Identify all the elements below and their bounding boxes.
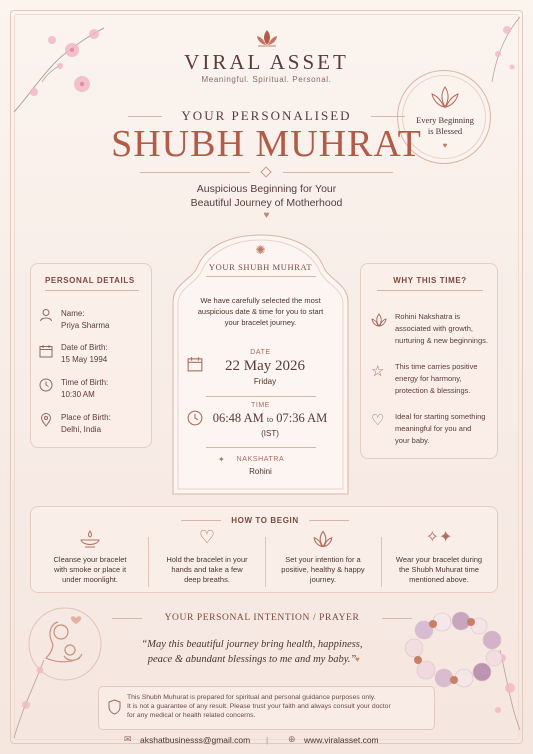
time-range bbox=[190, 411, 350, 426]
pob-value: Delhi, India bbox=[61, 425, 102, 434]
lotus-icon bbox=[311, 529, 335, 549]
how-title: HOW TO BEGIN bbox=[231, 516, 299, 525]
disclaimer-text: This Shubh Muhurat is prepared for spiritual and personal guidance purposes only. It is not a guarantee of any result. Please trust your faith and always consult your doctor for any medical or health related concerns. bbox=[127, 694, 391, 719]
pob-label: Place of Birth: bbox=[61, 413, 111, 422]
lotus-logo-icon bbox=[254, 28, 280, 48]
footer-website[interactable]: www.viralasset.com bbox=[304, 735, 379, 745]
time-label: TIME bbox=[250, 402, 271, 409]
why-item-1: Rohini Nakshatra is associated with growth, nurturing & new beginnings. bbox=[395, 312, 488, 345]
location-pin-icon bbox=[39, 413, 53, 427]
heart-icon: ♥ bbox=[263, 210, 270, 221]
brand-name: VIRAL ASSET bbox=[184, 50, 349, 74]
nakshatra-label: NAKSHATRA bbox=[236, 456, 285, 463]
heart-outline-icon: ♡ bbox=[198, 527, 216, 547]
mother-baby-illustration bbox=[24, 604, 106, 684]
page-title: SHUBH MUHRAT bbox=[111, 123, 422, 165]
sparkles-icon: ✧✦ bbox=[425, 529, 453, 546]
globe-icon: ⊕ bbox=[288, 734, 296, 744]
tob-value: 10:30 AM bbox=[61, 390, 95, 399]
how-step-3: Set your intention for a positive, healthy & happy journey. bbox=[281, 555, 365, 584]
shield-icon bbox=[108, 699, 121, 715]
star-icon: ✦ bbox=[218, 455, 225, 464]
nakshatra-value: Rohini bbox=[249, 467, 272, 476]
personal-details-card bbox=[30, 263, 152, 448]
name-value: Priya Sharma bbox=[61, 321, 110, 330]
disclaimer-box bbox=[98, 686, 435, 730]
user-icon bbox=[39, 308, 53, 322]
why-item-3: Ideal for starting something meaningful for you and your baby. bbox=[395, 412, 486, 445]
badge-line-1: Every Beginning bbox=[416, 115, 474, 125]
subtitle-line-2: Beautiful Journey of Motherhood bbox=[190, 197, 343, 209]
clock-icon bbox=[39, 378, 53, 392]
name-label: Name: bbox=[61, 309, 85, 318]
heart-icon: ♥ bbox=[355, 655, 360, 664]
intention-quote: “May this beautiful journey bring health, happiness, peace & abundant blessings to me and my baby.” bbox=[141, 639, 363, 665]
intention-title: YOUR PERSONAL INTENTION / PRAYER bbox=[164, 613, 360, 623]
muhrat-intro: We have carefully selected the most auspicious date & time for you to start your bracelet journey. bbox=[197, 296, 324, 327]
how-step-4: Wear your bracelet during the Shubh Muhurat time mentioned above. bbox=[395, 555, 483, 584]
why-title: WHY THIS TIME? bbox=[393, 276, 467, 285]
lotus-icon bbox=[371, 312, 387, 328]
badge-line-2: is Blessed bbox=[427, 126, 463, 136]
time-to: to bbox=[266, 415, 274, 424]
how-step-1: Cleanse your bracelet with smoke or place it under moonlight. bbox=[53, 555, 127, 584]
calendar-icon bbox=[39, 344, 53, 358]
email-icon: ✉ bbox=[124, 734, 132, 744]
why-item-2: This time carries positive energy for harmony, protection & blessings. bbox=[395, 362, 478, 395]
day-value: Friday bbox=[253, 377, 277, 386]
brand-tagline: Meaningful. Spiritual. Personal. bbox=[201, 75, 332, 84]
date-value: 22 May 2026 bbox=[225, 358, 305, 374]
muhrat-title: YOUR SHUBH MUHRAT bbox=[208, 262, 313, 272]
how-to-begin-card bbox=[30, 506, 498, 593]
time-end: 07:36 AM bbox=[276, 411, 328, 425]
bracelet-illustration bbox=[394, 608, 514, 690]
tob-label: Time of Birth: bbox=[61, 378, 109, 387]
why-this-time-card bbox=[360, 263, 498, 459]
heart-icon: ♥ bbox=[442, 141, 448, 150]
subtitle bbox=[0, 182, 533, 210]
dob-label: Date of Birth: bbox=[61, 343, 108, 352]
how-step-2: Hold the bracelet in your hands and take a few deep breaths. bbox=[166, 555, 248, 584]
mandala-icon: ✺ bbox=[255, 243, 266, 257]
date-label: DATE bbox=[250, 349, 271, 356]
dob-value: 15 May 1994 bbox=[61, 355, 108, 364]
time-zone: (IST) bbox=[261, 429, 279, 438]
diya-lamp-icon bbox=[79, 529, 101, 549]
footer-email[interactable]: akshatbusinesss@gmail.com bbox=[140, 735, 251, 745]
heart-outline-icon: ♡ bbox=[371, 412, 385, 429]
time-start: 06:48 AM bbox=[212, 411, 264, 425]
star-outline-icon: ☆ bbox=[371, 363, 385, 380]
pre-title: YOUR PERSONALISED bbox=[181, 108, 352, 123]
subtitle-line-1: Auspicious Beginning for Your bbox=[196, 183, 337, 195]
personal-details-title: PERSONAL DETAILS bbox=[45, 276, 135, 285]
footer-separator: | bbox=[266, 735, 269, 745]
